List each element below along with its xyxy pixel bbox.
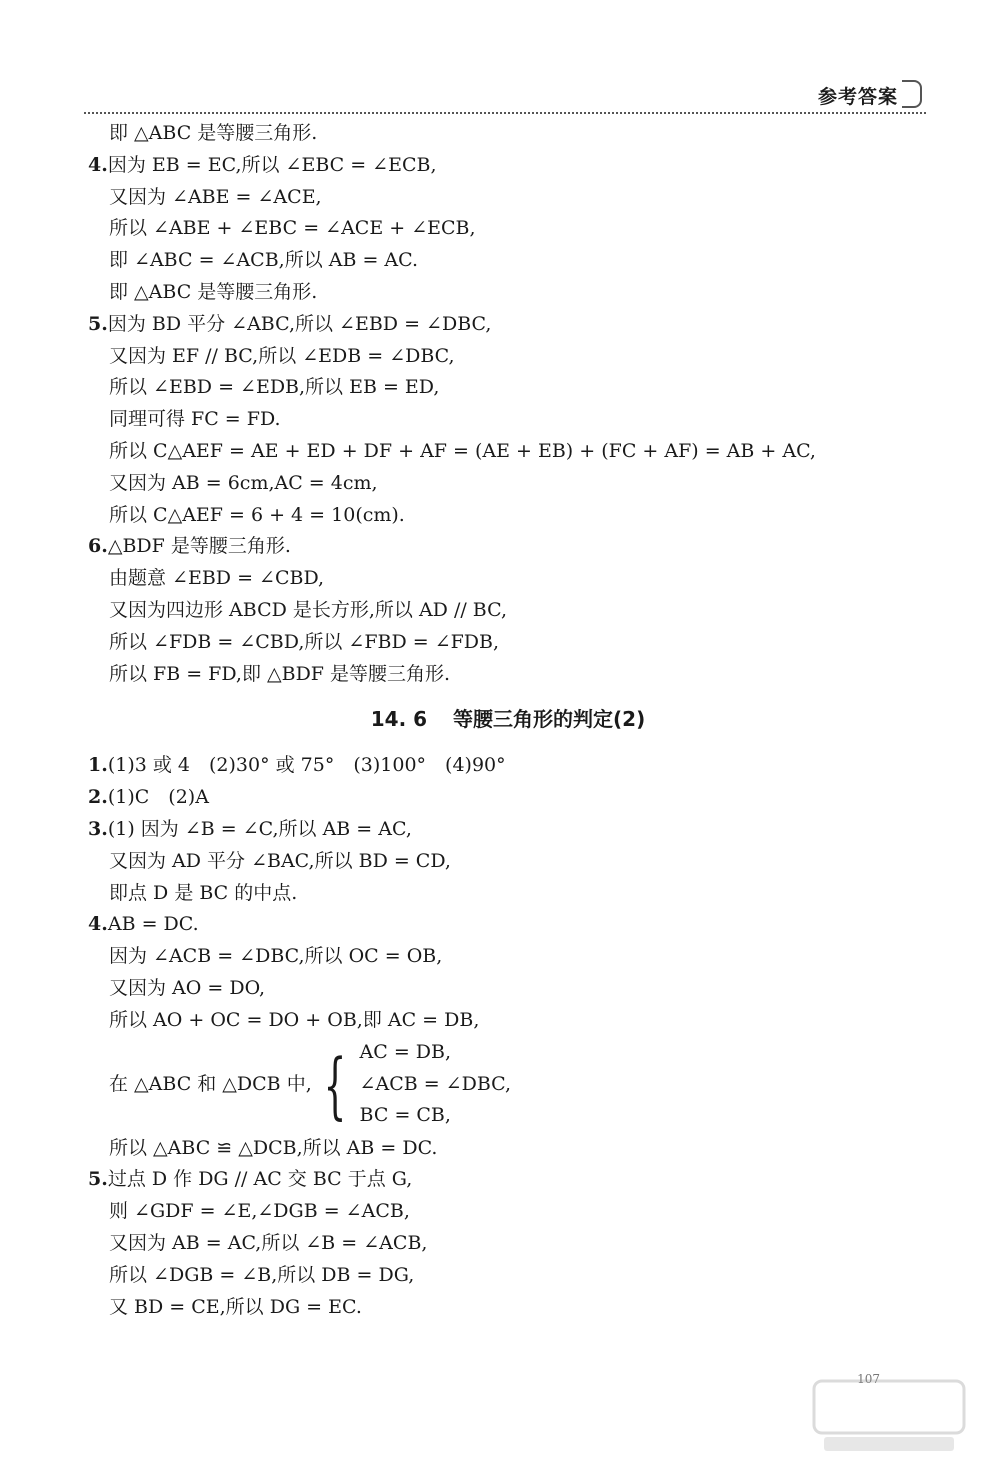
answer-text: 即点 D 是 BC 的中点.: [109, 881, 298, 904]
answer-line: [88, 118, 928, 150]
answer-line: [88, 150, 928, 182]
answer-text: 即 △ABC 是等腰三角形.: [109, 280, 318, 303]
answer-text: 即 ∠ABC = ∠ACB,所以 AB = AC.: [109, 249, 419, 272]
left-brace-icon: {: [323, 1042, 347, 1127]
answer-line: [88, 1260, 928, 1292]
answer-text: 即 △ABC 是等腰三角形.: [109, 122, 318, 144]
brace-lead: 在 △ABC 和 △DCB 中,: [109, 1072, 312, 1095]
answer-line: [88, 245, 928, 277]
answer-line: [88, 1005, 928, 1037]
answer-text: 所以 ∠FDB = ∠CBD,所以 ∠FBD = ∠FDB,: [109, 630, 500, 653]
answer-line: [88, 909, 928, 941]
answer-line: [88, 1292, 928, 1324]
answer-text: (1)C (2)A: [107, 786, 209, 809]
answer-line: [88, 309, 928, 341]
answer-line: [88, 941, 928, 973]
brace-line: BC = CB,: [359, 1104, 451, 1127]
question-number: 2.: [88, 786, 108, 809]
answer-text: 又因为 AD 平分 ∠BAC,所以 BD = CD,: [109, 849, 451, 872]
question-number: 4.: [88, 153, 108, 176]
question-number: 5.: [88, 312, 108, 335]
answer-text: 所以 ∠EBD = ∠EDB,所以 EB = ED,: [109, 376, 440, 399]
answer-text: 因为 EB = EC,所以 ∠EBC = ∠ECB,: [107, 153, 437, 176]
answer-text: 又 BD = CE,所以 DG = EC.: [109, 1295, 362, 1318]
brace-line: AC = DB,: [359, 1040, 452, 1063]
answer-line: [88, 878, 928, 910]
answer-line: [88, 595, 928, 627]
answer-line: [88, 846, 928, 878]
answer-text: 所以 △ABC ≌ △DCB,所以 AB = DC.: [109, 1136, 438, 1159]
question-number: 6.: [88, 535, 108, 558]
section-number: 14. 6: [370, 707, 428, 732]
answer-line: [88, 372, 928, 404]
answer-text: 又因为 AO = DO,: [109, 976, 266, 999]
answer-line: [88, 814, 928, 846]
brace-system: [88, 1037, 928, 1133]
answer-line: [88, 531, 928, 563]
answer-text: 所以 C△AEF = AE + ED + DF + AF = (AE + EB) + (FC + AF) = AB + AC,: [109, 439, 816, 462]
answer-line: [88, 213, 928, 245]
answer-text: 又因为四边形 ABCD 是长方形,所以 AD // BC,: [109, 598, 508, 621]
answer-line: [88, 182, 928, 214]
answer-text: 由题意 ∠EBD = ∠CBD,: [109, 567, 325, 590]
answer-line: [88, 500, 928, 532]
answer-text: 所以 AO + OC = DO + OB,即 AC = DB,: [109, 1008, 480, 1031]
answer-line: [88, 404, 928, 436]
answer-text: 又因为 EF // BC,所以 ∠EDB = ∠DBC,: [109, 344, 455, 367]
answer-block-1: [88, 118, 928, 690]
answer-text: (1) 因为 ∠B = ∠C,所以 AB = AC,: [107, 817, 412, 840]
answer-text: 则 ∠GDF = ∠E,∠DGB = ∠ACB,: [109, 1200, 410, 1223]
question-number: 1.: [88, 754, 108, 777]
header-title: 参考答案: [817, 86, 898, 108]
answer-content: [88, 118, 928, 1323]
answer-line: [88, 468, 928, 500]
answer-line: [88, 1196, 928, 1228]
answer-text: 所以 ∠DGB = ∠B,所以 DB = DG,: [109, 1263, 415, 1286]
answer-text: 所以 C△AEF = 6 + 4 = 10(cm).: [109, 503, 405, 526]
answer-line: [88, 563, 928, 595]
answer-line: [88, 436, 928, 468]
brace-line: ∠ACB = ∠DBC,: [359, 1072, 512, 1095]
answer-text: 过点 D 作 DG // AC 交 BC 于点 G,: [107, 1168, 413, 1191]
answer-text: (1)3 或 4 (2)30° 或 75° (3)100° (4)90°: [107, 754, 506, 777]
answer-block-3: [88, 1133, 928, 1324]
answer-line: [88, 750, 928, 782]
answer-line: [88, 277, 928, 309]
answer-text: 所以 FB = FD,即 △BDF 是等腰三角形.: [109, 662, 451, 685]
answer-line: [88, 1228, 928, 1260]
answer-text: 又因为 ∠ABE = ∠ACE,: [109, 185, 322, 208]
answer-line: [88, 782, 928, 814]
answer-text: 又因为 AB = 6cm,AC = 4cm,: [109, 471, 378, 494]
answer-line: [88, 1164, 928, 1196]
section-heading: 等腰三角形的判定(2): [453, 707, 646, 732]
bracket-icon: [902, 80, 922, 108]
answer-text: AB = DC.: [107, 913, 199, 936]
answer-text: 因为 ∠ACB = ∠DBC,所以 OC = OB,: [109, 945, 443, 968]
answer-text: 又因为 AB = AC,所以 ∠B = ∠ACB,: [109, 1231, 428, 1254]
question-number: 4.: [88, 913, 108, 936]
answer-line: [88, 659, 928, 691]
answer-line: [88, 627, 928, 659]
answer-line: [88, 973, 928, 1005]
answer-block-2: [88, 750, 928, 1036]
answer-text: 同理可得 FC = FD.: [109, 408, 281, 431]
watermark-logo: [810, 1371, 970, 1461]
answer-text: 因为 BD 平分 ∠ABC,所以 ∠EBD = ∠DBC,: [107, 312, 492, 335]
brace-lines: [360, 1037, 512, 1132]
answer-line: [88, 341, 928, 373]
page-number: 107: [857, 1372, 880, 1386]
page-header: [84, 78, 926, 114]
question-number: 3.: [88, 817, 108, 840]
answer-text: △BDF 是等腰三角形.: [107, 535, 291, 558]
question-number: 5.: [88, 1168, 108, 1191]
answer-line: [88, 1133, 928, 1165]
answer-text: 所以 ∠ABE + ∠EBC = ∠ACE + ∠ECB,: [109, 217, 476, 240]
section-title: [88, 696, 928, 742]
